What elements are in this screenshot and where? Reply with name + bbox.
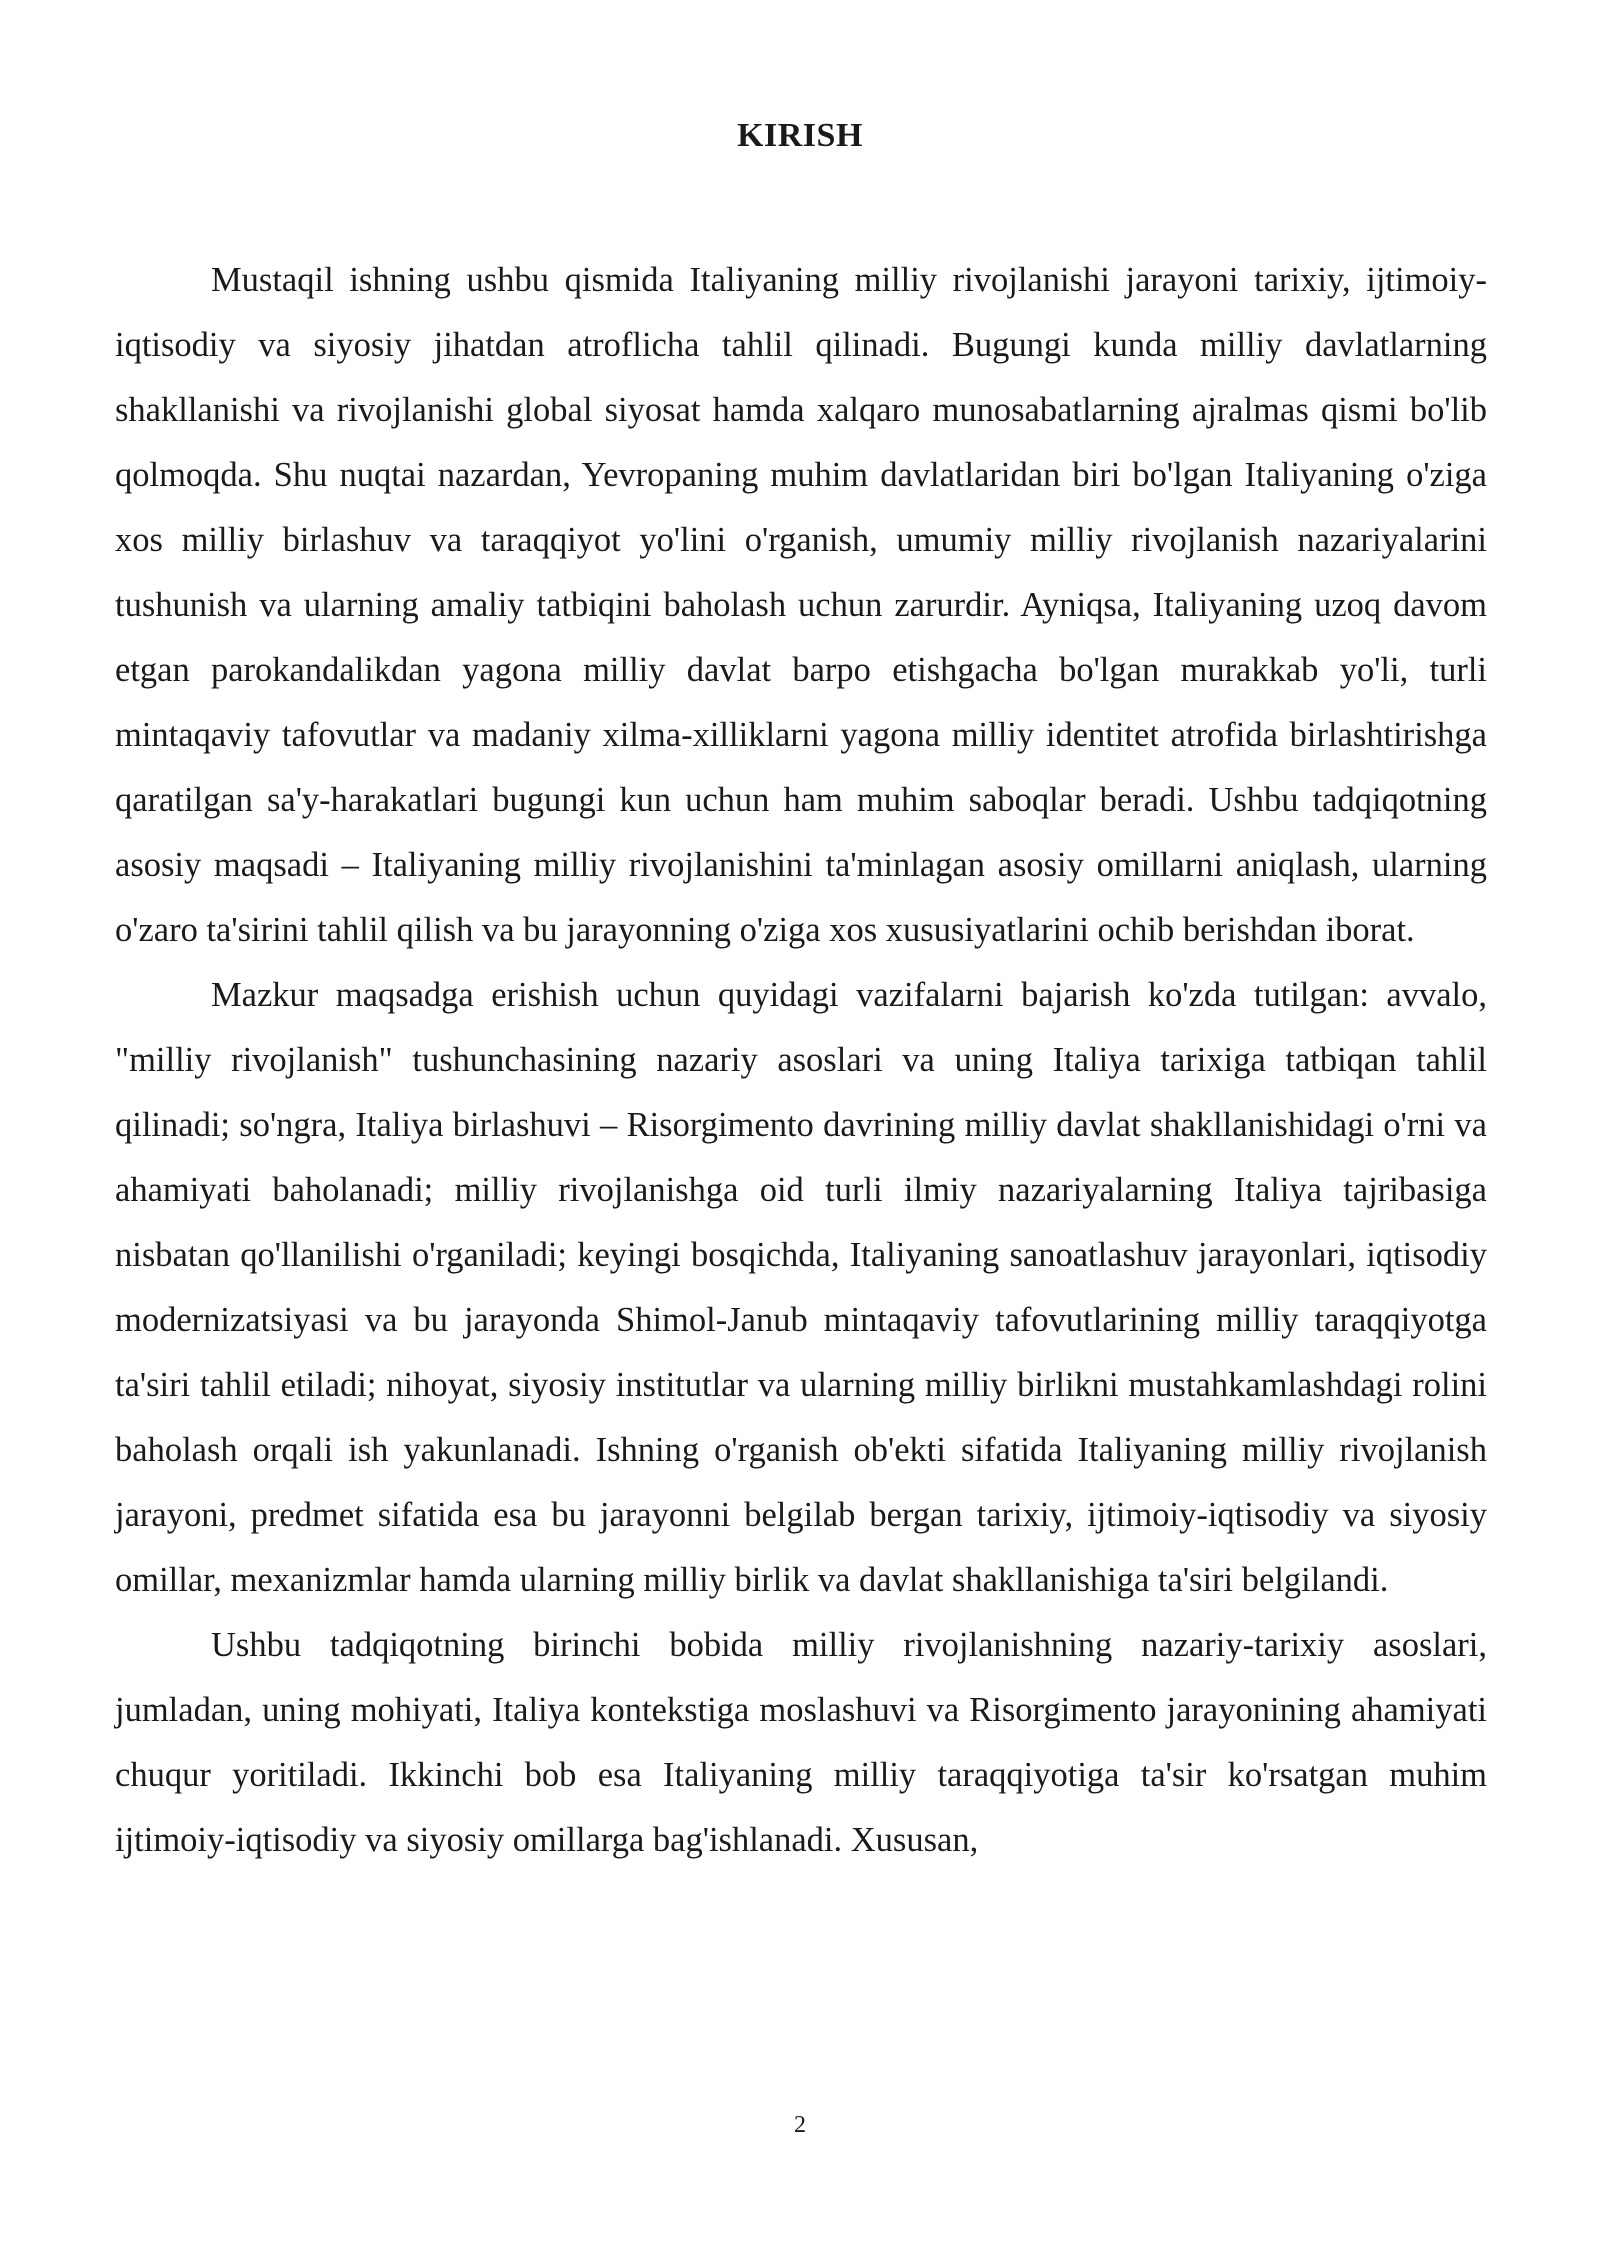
paragraph-2: Mazkur maqsadga erishish uchun quyidagi vazifalarni bajarish ko'zda tutilgan: avvalo, "milliy rivojlanish" tushunchasining nazariy asoslari va uning Italiya tarixiga tatbiqan tahlil qilinadi; so'ngra, Italiya birlashuvi – Risorgimento davrining milliy davlat shakllanishidagi o'rni va ahamiyati baholanadi; milliy rivojlanishga oid turli ilmiy nazariyalarning Italiya tajribasiga nisbatan qo'llanilishi o'rganiladi; keyingi bosqichda, Italiyaning sanoatlashuv jarayonlari, iqtisodiy modernizatsiyasi va bu jarayonda Shimol-Janub mintaqaviy tafovutlarining milliy taraqqiyotga ta'siri tahlil etiladi; nihoyat, siyosiy institutlar va ularning milliy birlikni mustahkamlashdagi rolini baholash orqali ish yakunlanadi. Ishning o'rganish ob'ekti sifatida Italiyaning milliy rivojlanish jarayoni, predmet sifatida esa bu jarayonni belgilab bergan tarixiy, ijtimoiy-iqtisodiy va siyosiy omillar, mexanizmlar hamda ularning milliy birlik va davlat shakllanishiga ta'siri belgilandi. <box>115 976 1487 1599</box>
document-body <box>115 248 1487 1873</box>
page-number: 2 <box>794 2112 806 2138</box>
paragraph-3: Ushbu tadqiqotning birinchi bobida milliy rivojlanishning nazariy-tarixiy asoslari, jumladan, uning mohiyati, Italiya kontekstiga moslashuvi va Risorgimento jarayonining ahamiyati chuqur yoritiladi. Ikkinchi bob esa Italiyaning milliy taraqqiyotiga ta'sir ko'rsatgan muhim ijtimoiy-iqtisodiy va siyosiy omillarga bag'ishlanadi. Xususan, <box>115 1626 1487 1859</box>
paragraph-1: Mustaqil ishning ushbu qismida Italiyaning milliy rivojlanishi jarayoni tarixiy, ijtimoiy-iqtisodiy va siyosiy jihatdan atroflicha tahlil qilinadi. Bugungi kunda milliy davlatlarning shakllanishi va rivojlanishi global siyosat hamda xalqaro munosabatlarning ajralmas qismi bo'lib qolmoqda. Shu nuqtai nazardan, Yevropaning muhim davlatlaridan biri bo'lgan Italiyaning o'ziga xos milliy birlashuv va taraqqiyot yo'lini o'rganish, umumiy milliy rivojlanish nazariyalarini tushunish va ularning amaliy tatbiqini baholash uchun zarurdir. Ayniqsa, Italiyaning uzoq davom etgan parokandalikdan yagona milliy davlat barpo etishgacha bo'lgan murakkab yo'li, turli mintaqaviy tafovutlar va madaniy xilma-xilliklarni yagona milliy identitet atrofida birlashtirishga qaratilgan sa'y-harakatlari bugungi kun uchun ham muhim saboqlar beradi. Ushbu tadqiqotning asosiy maqsadi – Italiyaning milliy rivojlanishini ta'minlagan asosiy omillarni aniqlash, ularning o'zaro ta'sirini tahlil qilish va bu jarayonning o'ziga xos xususiyatlarini ochib berishdan iborat. <box>115 261 1487 949</box>
page-title: KIRISH <box>737 117 863 154</box>
